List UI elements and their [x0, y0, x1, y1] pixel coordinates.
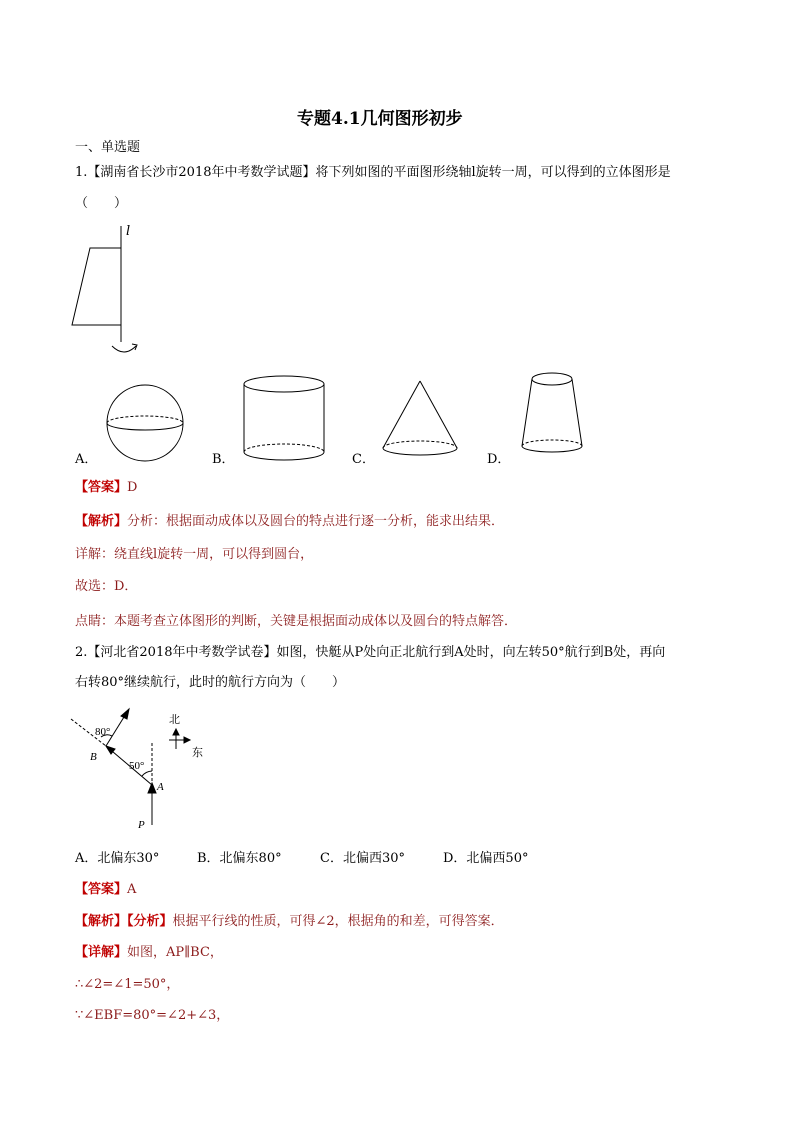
- section-heading: 一、单选题: [75, 140, 141, 155]
- q2-stem-line1: 2.【河北省2018年中考数学试卷】如图，快艇从P处向正北航行到A处时，向左转50°航行到B处，再向: [75, 645, 666, 660]
- q2-option-d[interactable]: D．北偏西50°: [443, 851, 529, 866]
- q1-option-b[interactable]: B．: [212, 452, 235, 467]
- angle-80-label: 80°: [95, 726, 111, 738]
- option-d-frustum-figure: [515, 368, 595, 463]
- point-b-label: B: [90, 751, 97, 763]
- q1-stem-line1: 1.【湖南省长沙市2018年中考数学试题】将下列如图的平面图形绕轴l旋转一周，可以得到的立体图形是: [75, 165, 671, 180]
- q2-answer-value: A: [127, 882, 137, 897]
- point-a-label: A: [157, 781, 164, 793]
- axis-label-l: l: [126, 224, 131, 239]
- option-a-sphere-figure: [100, 385, 190, 465]
- q1-detail: 详解：绕直线l旋转一周，可以得到圆台，: [75, 547, 314, 562]
- q2-analysis-tag: 【解析】【分析】: [75, 914, 173, 929]
- page-title: 专题4.1几何图形初步: [297, 109, 463, 129]
- q1-analysis: [75, 513, 504, 531]
- q1-option-a[interactable]: A．: [75, 452, 98, 467]
- q1-trapezoid-figure: [60, 222, 150, 362]
- point-p-label: P: [138, 819, 145, 831]
- q2-option-a[interactable]: A．北偏东30°: [75, 851, 160, 866]
- option-c-cone-figure: [380, 378, 465, 463]
- q1-stem-line2: （ ）: [75, 196, 128, 211]
- q2-analysis-text: 根据平行线的性质，可得∠2，根据角的和差，可得答案．: [172, 914, 504, 929]
- north-label: 北: [169, 714, 180, 726]
- q1-option-d[interactable]: D．: [487, 452, 511, 467]
- q1-choice: 故选：D．: [75, 579, 138, 594]
- q1-analysis-tag: 【解析】: [75, 514, 128, 529]
- angle-50-label: 50°: [129, 760, 145, 772]
- q1-answer-value: D: [127, 480, 138, 495]
- q1-comment: 点睛：本题考查立体图形的判断，关键是根据面动成体以及圆台的特点解答．: [75, 614, 518, 629]
- q2-step2: ∵∠EBF=80°=∠2+∠3，: [75, 1008, 230, 1023]
- q2-option-c[interactable]: C．北偏西30°: [320, 851, 405, 866]
- q2-detail-text: 如图，AP∥BC，: [127, 945, 223, 960]
- q2-answer: [75, 881, 136, 899]
- q1-analysis-text: 分析：根据面动成体以及圆台的特点进行逐一分析，能求出结果．: [127, 514, 505, 529]
- q2-detail: [75, 944, 223, 962]
- q1-answer-tag: 【答案】: [75, 480, 128, 495]
- q2-answer-tag: 【答案】: [75, 882, 128, 897]
- q2-navigation-figure: [65, 705, 225, 835]
- q2-detail-tag: 【详解】: [75, 945, 128, 960]
- q2-step1: ∴∠2=∠1=50°，: [75, 977, 180, 992]
- q2-analysis: [75, 913, 504, 931]
- q1-option-c[interactable]: C．: [352, 452, 375, 467]
- q2-stem-line2: 右转80°继续航行，此时的航行方向为（ ）: [75, 675, 346, 690]
- east-label: 东: [192, 747, 203, 759]
- q2-option-b[interactable]: B．北偏东80°: [197, 851, 282, 866]
- option-b-cylinder-figure: [240, 372, 330, 467]
- q1-answer: [75, 479, 137, 497]
